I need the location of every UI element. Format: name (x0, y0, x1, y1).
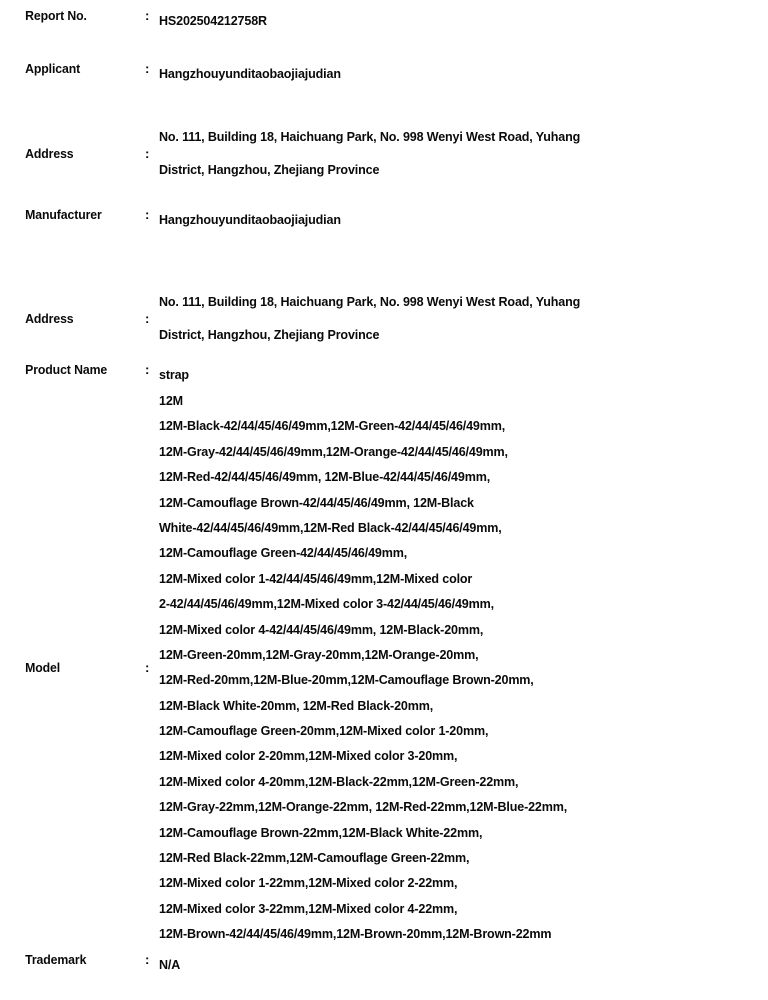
field-row-applicant (0, 61, 768, 86)
label-trademark: Trademark (25, 952, 87, 967)
manufacturer-address-line: District, Hangzhou, Zhejiang Province (159, 327, 380, 342)
value-manufacturer (159, 207, 738, 232)
model-line: 2-42/44/45/46/49mm,12M-Mixed color 3-42/44/45/46/49mm, (159, 596, 494, 612)
field-row-report-no (0, 8, 768, 33)
model-line: 12M-Mixed color 1-22mm,12M-Mixed color 2-22mm, (159, 875, 458, 891)
value-model-list (159, 388, 738, 947)
model-line: 12M-Black White-20mm, 12M-Red Black-20mm, (159, 697, 434, 713)
model-line: 12M-Camouflage Green-42/44/45/46/49mm, (159, 545, 408, 561)
model-line: 12M-Red-20mm,12M-Blue-20mm,12M-Camouflage Brown-20mm, (159, 672, 534, 688)
model-line: 12M-Gray-22mm,12M-Orange-22mm, 12M-Red-22mm,12M-Blue-22mm, (159, 799, 568, 815)
model-line: 12M-Mixed color 1-42/44/45/46/49mm,12M-Mixed color (159, 570, 473, 586)
model-line: 12M-Brown-42/44/45/46/49mm,12M-Brown-20mm,12M-Brown-22mm (159, 926, 552, 942)
model-line: 12M-Mixed color 2-20mm,12M-Mixed color 3-20mm, (159, 748, 458, 764)
label-report-no: Report No. (25, 8, 87, 23)
applicant-text: Hangzhouyunditaobaojiajudian (159, 66, 341, 81)
label-applicant: Applicant (25, 61, 81, 76)
report-no-text: HS202504212758R (159, 13, 267, 28)
value-trademark (159, 952, 738, 977)
model-line: 12M-Mixed color 4-42/44/45/46/49mm, 12M-Black-20mm, (159, 621, 484, 637)
label-product-name: Product Name (25, 362, 108, 377)
model-line: 12M-Camouflage Brown-22mm,12M-Black White-22mm, (159, 824, 483, 840)
model-line: White-42/44/45/46/49mm,12M-Red Black-42/44/45/46/49mm, (159, 519, 502, 535)
manufacturer-text: Hangzhouyunditaobaojiajudian (159, 212, 341, 227)
separator-manufacturer: : (145, 207, 150, 222)
product-name-text: strap (159, 367, 189, 382)
model-line: 12M-Gray-42/44/45/46/49mm,12M-Orange-42/44/45/46/49mm, (159, 443, 508, 459)
value-applicant (159, 61, 738, 86)
model-line: 12M-Red Black-22mm,12M-Camouflage Green-22mm, (159, 850, 470, 866)
value-applicant-address (159, 120, 738, 186)
separator-report-no: : (145, 8, 150, 23)
model-line: 12M-Red-42/44/45/46/49mm, 12M-Blue-42/44/45/46/49mm, (159, 469, 491, 485)
applicant-address-line: District, Hangzhou, Zhejiang Province (159, 162, 380, 177)
value-manufacturer-address (159, 285, 738, 351)
model-line: 12M-Camouflage Brown-42/44/45/46/49mm, 12M-Black (159, 494, 474, 510)
label-manufacturer-address: Address (25, 310, 74, 326)
applicant-address-line: No. 111, Building 18, Haichuang Park, No. 998 Wenyi West Road, Yuhang (159, 129, 581, 144)
field-row-model (0, 388, 768, 947)
model-line: 12M-Black-42/44/45/46/49mm,12M-Green-42/44/45/46/49mm, (159, 418, 506, 434)
separator-model: : (145, 659, 150, 675)
label-manufacturer: Manufacturer (25, 207, 102, 222)
trademark-text: N/A (159, 957, 181, 972)
separator-manufacturer-address: : (145, 310, 150, 326)
field-row-applicant-address (0, 120, 768, 186)
field-row-manufacturer-address (0, 285, 768, 351)
field-row-product-name (0, 362, 768, 387)
model-line: 12M-Camouflage Green-20mm,12M-Mixed color 1-20mm, (159, 723, 489, 739)
label-applicant-address: Address (25, 145, 74, 161)
separator-trademark: : (145, 952, 150, 967)
model-line: 12M (159, 393, 183, 408)
model-line: 12M-Mixed color 3-22mm,12M-Mixed color 4-22mm, (159, 900, 458, 916)
value-product-name (159, 362, 738, 387)
model-line: 12M-Mixed color 4-20mm,12M-Black-22mm,12M-Green-22mm, (159, 773, 519, 789)
value-report-no (159, 8, 738, 33)
field-row-trademark (0, 952, 768, 977)
model-line: 12M-Green-20mm,12M-Gray-20mm,12M-Orange-20mm, (159, 646, 479, 662)
separator-applicant-address: : (145, 145, 150, 161)
separator-applicant: : (145, 61, 150, 76)
field-row-manufacturer (0, 207, 768, 232)
label-model: Model (25, 659, 61, 675)
separator-product-name: : (145, 362, 150, 377)
manufacturer-address-line: No. 111, Building 18, Haichuang Park, No. 998 Wenyi West Road, Yuhang (159, 294, 581, 309)
